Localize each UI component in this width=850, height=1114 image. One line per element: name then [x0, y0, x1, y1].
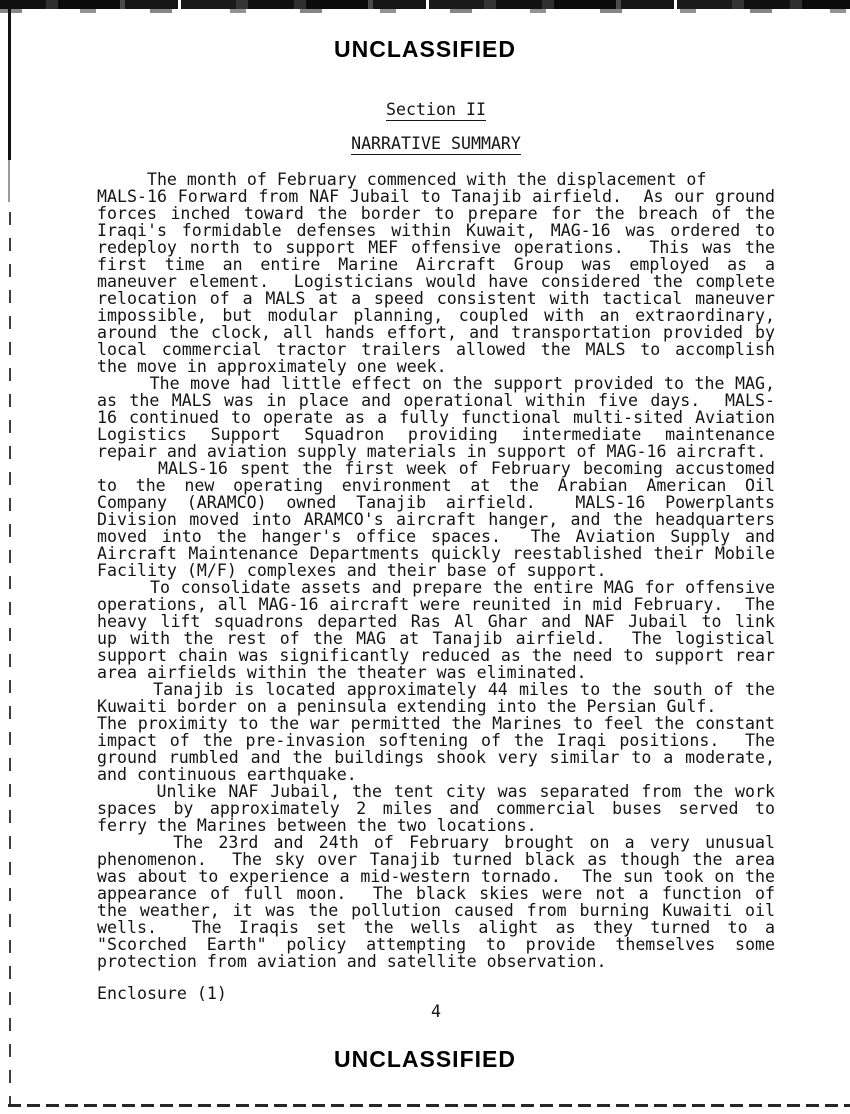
text-line: ferry the Marines between the two locations. [97, 816, 537, 835]
narrative-summary-heading: NARRATIVE SUMMARY [351, 134, 521, 153]
text-line: the move in approximately one week. [97, 357, 447, 376]
text-line: The proximity to the war permitted the Marines to feel the constant [97, 714, 775, 733]
text-line: Iraqi's formidable defenses within Kuwait, MAG-16 was ordered to [97, 221, 775, 240]
text-line: as the MALS was in place and operational within five days. MALS- [97, 391, 775, 410]
classification-banner-bottom: UNCLASSIFIED [334, 1046, 516, 1072]
text-line: 16 continued to operate as a fully functional multi-sited Aviation [97, 408, 775, 427]
text-line: and continuous earthquake. [97, 765, 357, 784]
text-line: The 23rd and 24th of February brought on a very unusual [97, 833, 776, 852]
text-line: operations, all MAG-16 aircraft were reunited in mid February. The [97, 595, 775, 614]
text-line: impossible, but modular planning, coupled with an extraordinary, [97, 306, 775, 325]
scan-left-border-line [8, 8, 11, 160]
scan-left-border-fade [8, 160, 10, 202]
page-number: 4 [431, 1002, 441, 1021]
text-line: up with the rest of the MAG at Tanajib airfield. The logistical [97, 629, 775, 648]
enclosure-label: Enclosure (1) [97, 984, 227, 1003]
text-line: "Scorched Earth" policy attempting to provide themselves some [97, 935, 775, 954]
text-line: support chain was significantly reduced as the need to support rear [97, 646, 775, 665]
text-line: relocation of a MALS at a speed consistent with tactical maneuver [97, 289, 775, 308]
classification-banner-top: UNCLASSIFIED [334, 36, 516, 62]
text-line: heavy lift squadrons departed Ras Al Ghar and NAF Jubail to link [97, 612, 775, 631]
text-line: protection from aviation and satellite observation. [97, 952, 607, 971]
text-line: MALS-16 spent the first week of February becoming accustomed [97, 459, 776, 478]
text-line: Logistics Support Squadron providing intermediate maintenance [97, 425, 775, 444]
text-line: Aircraft Maintenance Departments quickly reestablished their Mobile [97, 544, 775, 563]
text-line: was about to experience a mid-western tornado. The sun took on the [97, 867, 775, 886]
text-line: Tanajib is located approximately 44 miles to the south of the [97, 680, 775, 699]
scan-left-border-dashed [9, 212, 11, 1106]
section-heading-wrap [97, 100, 775, 121]
scan-bottom-border-dashed [8, 1104, 850, 1107]
text-line: MALS-16 Forward from NAF Jubail to Tanajib airfield. As our ground [97, 187, 775, 206]
text-line: Division moved into ARAMCO's aircraft hanger, and the headquarters [97, 510, 775, 529]
text-line: Unlike NAF Jubail, the tent city was separated from the work [97, 782, 776, 801]
text-line: spaces by approximately 2 miles and commercial buses served to [97, 799, 775, 818]
text-line: wells. The Iraqis set the wells alight as they turned to a [97, 918, 775, 937]
text-line: appearance of full moon. The black skies were not a function of [97, 884, 775, 903]
text-line: local commercial tractor trailers allowed the MALS to accomplish [97, 340, 775, 359]
text-line: redeploy north to support MEF offensive operations. This was the [97, 238, 775, 257]
section-heading: Section II [386, 100, 486, 119]
text-line: maneuver element. Logisticians would have considered the complete [97, 272, 775, 291]
text-line: The move had little effect on the support provided to the MAG, [97, 374, 775, 393]
text-line: Facility (M/F) complexes and their base of support. [97, 561, 607, 580]
text-line: forces inched toward the border to prepare for the breach of the [97, 204, 775, 223]
text-line: To consolidate assets and prepare the entire MAG for offensive [97, 578, 775, 597]
text-line: first time an entire Marine Aircraft Group was employed as a [97, 255, 775, 274]
text-line: moved into the hanger's office spaces. The Aviation Supply and [97, 527, 775, 546]
text-line: around the clock, all hands effort, and transportation provided by [97, 323, 775, 342]
text-line: repair and aviation supply materials in support of MAG-16 aircraft. [97, 442, 767, 461]
text-line: Kuwaiti border on a peninsula extending into the Persian Gulf. [97, 697, 717, 716]
text-line: phenomenon. The sky over Tanajib turned black as though the area [97, 850, 775, 869]
scan-top-edge-artifact-secondary [0, 9, 850, 13]
text-line: the weather, it was the pollution caused from burning Kuwaiti oil [97, 901, 775, 920]
narrative-heading-wrap [97, 134, 775, 155]
text-line: Company (ARAMCO) owned Tanajib airfield. MALS-16 Powerplants [97, 493, 775, 512]
text-line: The month of February commenced with the displacement of [97, 170, 707, 189]
body-text [97, 171, 775, 970]
text-line: ground rumbled and the buildings shook very similar to a moderate, [97, 748, 775, 767]
text-line: impact of the pre-invasion softening of the Iraqi positions. The [97, 731, 775, 750]
scan-top-edge-artifact [0, 0, 850, 9]
text-line: to the new operating environment at the Arabian American Oil [97, 476, 775, 495]
text-line: area airfields within the theater was eliminated. [97, 663, 587, 682]
